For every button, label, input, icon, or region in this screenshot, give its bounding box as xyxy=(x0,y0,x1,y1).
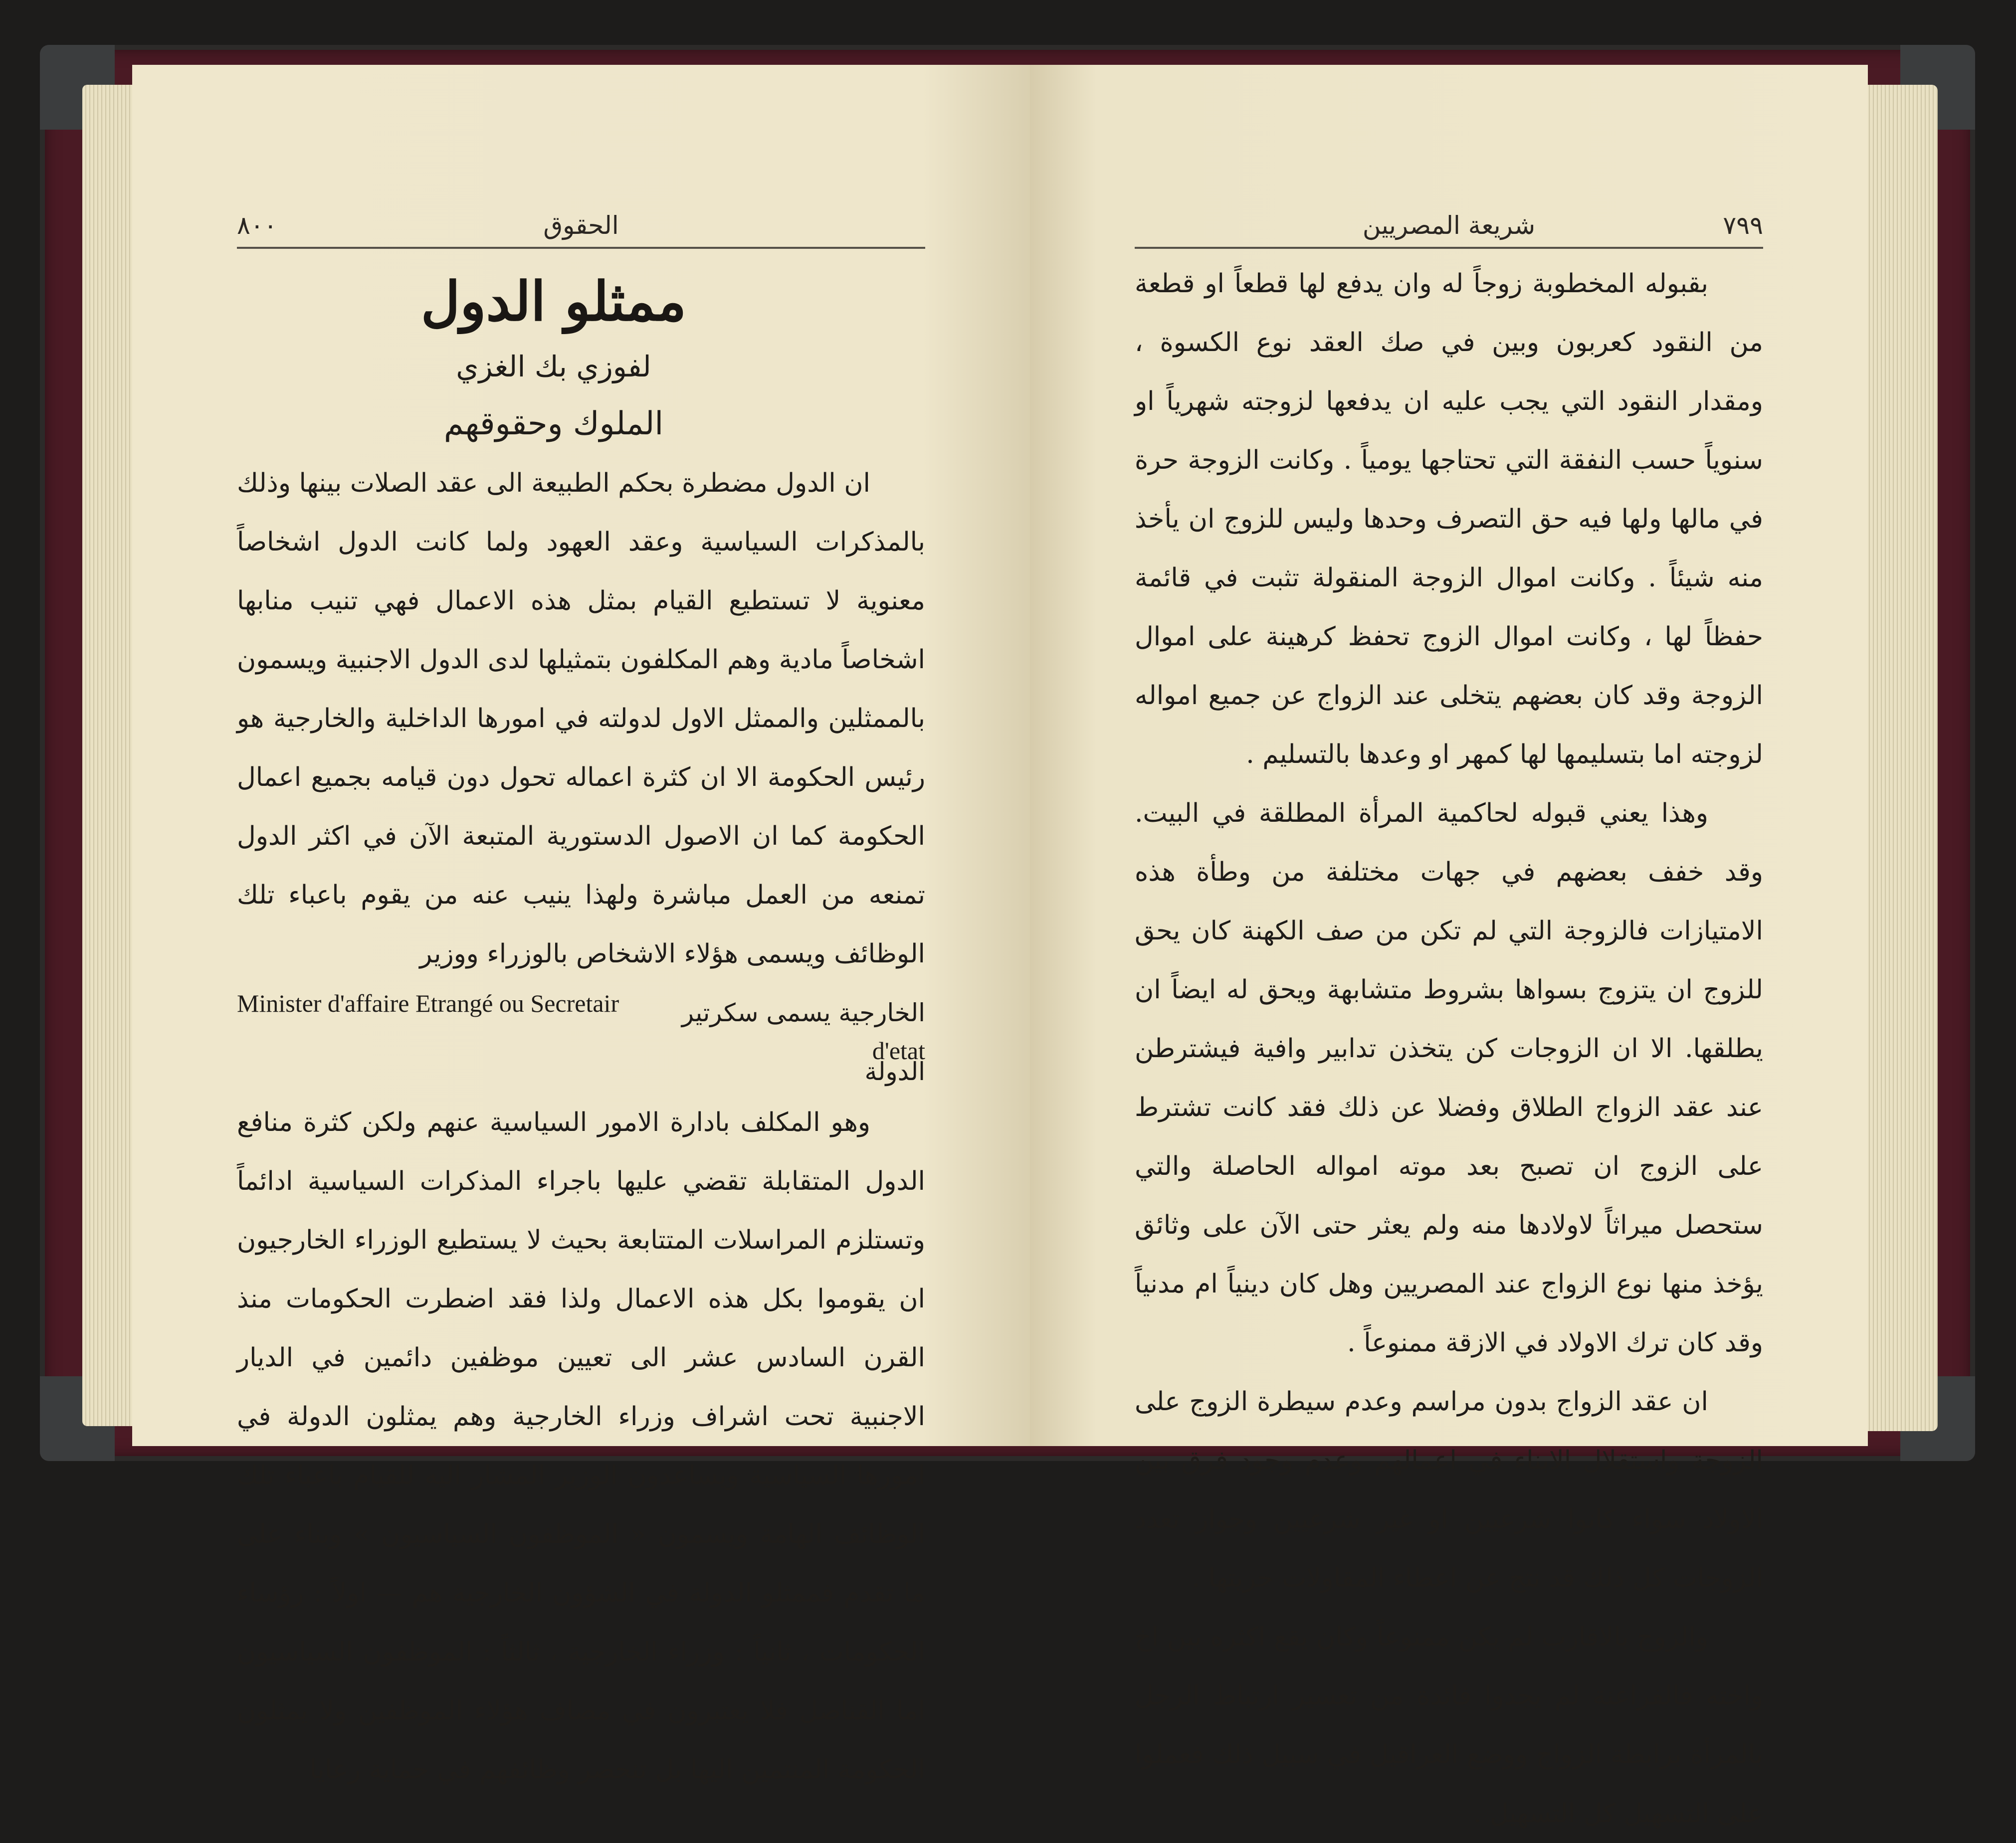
paragraph: ان الدول مضطرة بحكم الطبيعة الى عقد الصلات بينها وذلك بالمذكرات السياسية وعقد العهود ولما كانت الدول اشخاصاً معنوية لا تستطيع القيام بمثل هذه الاعمال فهي تنيب منابها اشخاصاً مادية وهم المكلفون بتمثيلها لدى الدول الاجنبية ويسمون بالممثلين والممثل الاول لدولته في امورها الداخلية والخارجية هو رئيس الحكومة الا ان كثرة اعماله تحول دون قيامه بجميع اعمال الحكومة كما ان الاصول الدستورية المتبعة الآن في اكثر الدول تمنعه من العمل مباشرة ولهذا ينيب عنه من يقوم باعباء تلك الوظائف ويسمى هؤلاء الاشخاص بالوزراء ووزير xyxy=(237,468,925,969)
section-heading: الملوك وحقوقهم xyxy=(443,405,664,442)
latin-term-line xyxy=(237,983,925,1086)
page-body xyxy=(1135,254,1763,1843)
page-edges-right xyxy=(1858,85,1938,1431)
running-head xyxy=(237,187,925,249)
page-number: ٨٠٠ xyxy=(237,211,277,240)
left-page xyxy=(132,65,1030,1785)
article-byline: لفوزي بك الغزي xyxy=(456,350,651,383)
page-edges-left xyxy=(82,85,137,1426)
running-head xyxy=(1135,187,1763,249)
latin-term: d'etat xyxy=(872,1037,925,1065)
book-cover xyxy=(40,45,1975,1829)
paragraph: ان عقد الزواج بدون مراسم وعدم سيطرة الزوج على الزوجة واستقلال الابناء في اعمالهم وعدم وجود فرق بين الاولاد سواء كانوا شرعيين او غير شرعيين وجواز تعدد الزوجات كل ذلك قد نتج عن اعطاء المقاولات حريتها . xyxy=(1135,1387,1763,1593)
running-head-title: شريعة المصريين xyxy=(1362,211,1536,240)
page-body xyxy=(237,264,925,1799)
article-title: ممثلو الدول xyxy=(420,270,687,333)
paragraph: وهو المكلف بادارة الامور السياسية عنهم ولكن كثرة منافع الدول المتقابلة تقضي عليها باجراء المذكرات السياسية ادائماً وتستلزم المراسلات المتتابعة بحيث لا يستطيع الوزراء الخارجيون ان يقوموا بكل هذه الاعمال ولذا فقد اضطرت الحكومات منذ القرن السادس عشر الى تعيين موظفين دائمين في الديار الاجنبية تحت اشراف وزراء الخارجية وهم يمثلون الدولة في امورها السياسية ويساعدون الوزير المشار اليه للقيام باعباء تلك الوظائف الهامة ويسمون « الموظفون السياسيون » وبناء على ما تقدم فممثلو الدولة في الشؤون الخارجية هم — اولاً : رؤساء الحكومات ، ثانياً : وزراء الخارجية ، ثالثاً : الموظفون السياسيون اما القناصل فلا يعتبرون في مصاف هؤلاء الموظفين ولا يمثلون الحكومة المنتمين اليها بل تنحصر وظائفهم في حماية رعايا xyxy=(237,1107,925,1785)
paragraph: وهذا يعني قبوله لحاكمية المرأة المطلقة في البيت. وقد خفف بعضهم في جهات مختلفة من وطأة هذه الامتيازات فالزوجة التي لم تكن من صف الكهنة كان يحق للزوج ان يتزوج بسواها بشروط متشابهة ويحق له ايضاً ان يطلقها. الا ان الزوجات كن يتخذن تدابير وافية فيشترطن عند عقد الزواج الطلاق وفضلا عن ذلك فقد كانت تشترط على الزوج ان تصبح بعد موته امواله الحاصلة والتي ستحصل ميراثاً لاولادها منه ولم يعثر حتى الآن على وثائق يؤخذ منها نوع الزواج عند المصريين وهل كان دينياً ام مدنياً وقد كان ترك الاولاد في الازقة ممنوعاً . xyxy=(1135,798,1763,1358)
running-head-title: الحقوق xyxy=(543,211,619,240)
latin-term: Minister d'affaire Etrangé ou Secretair xyxy=(237,989,619,1017)
paragraph-arabic-end: الخارجية يسمى سكرتير الدولة xyxy=(681,998,925,1086)
paragraph: والزوج بالاقارب لم يكن ممنوعاً وكان يقع اكثره بين اخ واخته فالفراعنة لم يجدوا فائدة من تعسير ارتباط الرجل بالمرأة برابطة الزواج ووضع العراقيل في سبيل ذلك فعملوا على التسهيل كل التسهيل . xyxy=(1135,1622,1763,1829)
page-number: ٧٩٩ xyxy=(1723,211,1763,240)
right-page xyxy=(1030,65,1868,1829)
paragraph: بقبوله المخطوبة زوجاً له وان يدفع لها قطعاً او قطعة من النقود كعربون وبين في صك العقد نوع الكسوة ، ومقدار النقود التي يجب عليه ان يدفعها لزوجته شهرياً او سنوياً حسب النفقة التي تحتاجها يومياً . وكانت الزوجة حرة في مالها ولها فيه حق التصرف وحدها وليس للزوج ان يأخذ منه شيئاً . وكانت اموال الزوجة المنقولة تثبت في قائمة حفظاً لها ، وكانت اموال الزوج تحفظ كرهينة على اموال الزوجة وقد كان بعضهم يتخلى عند الزواج عن جميع امواله لزوجته اما بتسليمها لها كمهر او وعدها بالتسليم . xyxy=(1135,269,1763,769)
